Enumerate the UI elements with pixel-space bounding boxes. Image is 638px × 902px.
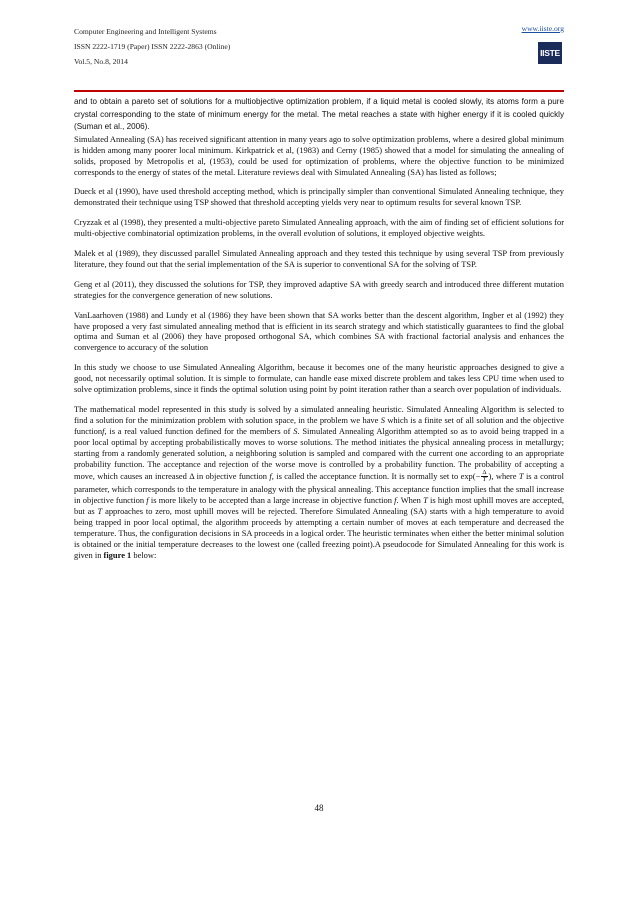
math-var: f xyxy=(102,426,105,437)
text-run: , is called the acceptance function. It is normally set to exp(− xyxy=(271,470,481,481)
issn-line: ISSN 2222-1719 (Paper) ISSN 2222-2863 (Online) xyxy=(74,42,231,51)
math-var: f xyxy=(269,470,272,481)
math-var: T xyxy=(518,470,524,481)
paragraph: Dueck et al (1990), have used threshold accepting method, which is principally simpler than conventional Simulated Annealing technique, they demonstrated their technique using TSP showed that threshold accepting yields very near to optimum results for several known TSP. xyxy=(74,185,564,207)
text-run: is high most uphill moves are accepted, but as xyxy=(74,494,565,516)
text-run: . When xyxy=(396,494,424,505)
paragraph: Malek et al (1989), they discussed parallel Simulated Annealing approach and they tested this technique by using several TSP from previously literature, they found out that the serial implementation of the SA is superior to conventional SA for the solving of TSP. xyxy=(74,247,564,269)
header-divider xyxy=(74,90,564,92)
paragraph: VanLaarhoven (1988) and Lundy et al (1986) they have been shown that SA works better than the descent algorithm, Ingber et al (1992) they have proposed a very fast simulated annealing method that is efficient in its search strategy and which statistically guarantees to find the global optima and Suman et al (2006) they have proposed orthogonal SA, which combines SA with fractional factorial analysis and enhances the convergence to accuracy of the solution xyxy=(74,309,564,353)
text-run: below: xyxy=(131,549,157,560)
text-run: is a control parameter, which corresponds to the temperature in analogy with the physical annealing. This acceptance function implies that the small increase in objective function xyxy=(74,470,564,505)
fraction xyxy=(481,470,487,484)
math-var: T xyxy=(97,505,103,516)
math-var: f xyxy=(146,494,149,505)
fraction-numerator: Δ xyxy=(482,468,487,476)
paragraph: Simulated Annealing (SA) has received significant attention in many years ago to solve optimization problems, where a desired global minimum is hidden among many poorer local minimum. Kirkpatrick et al, (1983) and Cerny (1985) showed that a model for simulating the annealing of solids, proposed by Metropolis et al, (1953), could be used for optimization of problems, where the objective function to be minimized corresponds to the energy of states of the metal. Literature reviews deal with Simulated Annealing (SA) has listed as follows; xyxy=(74,134,564,177)
body-text xyxy=(74,96,564,570)
page-header xyxy=(74,24,564,86)
journal-name: Computer Engineering and Intelligent Systems xyxy=(74,27,217,36)
text-run: is more likely to be accepted than a large increase in objective function xyxy=(148,494,395,505)
math-var: S xyxy=(293,426,298,437)
page-number: 48 xyxy=(314,803,324,813)
math-var: f xyxy=(394,494,397,505)
iiste-logo: IISTE xyxy=(538,42,562,64)
text-run: approaches to zero, most uphill moves will be rejected. Therefore Simulated Annealing (SA) starts with a high temperature to avoid being trapped in poor local optimal, the algorithm proceeds by attempting a certain number of moves at each temperature and decreased the temperature. Thus, the configuration decisions in SA proceeds in a logical order. The heuristic terminates when either the better minimal solution is obtained or the initial temperature decreases to the lowest one (called freezing point).A pseudocode for Simulated Annealing for this work is given in xyxy=(74,505,564,560)
math-var: T xyxy=(423,494,428,505)
text-run: , is a real valued function defined for the members of xyxy=(104,426,294,437)
paragraph: In this study we choose to use Simulated Annealing Algorithm, because it becomes one of the many heuristic approaches designed to give a good, not necessarily optimal solution. It is simple to formulate, can handle ease mixed discrete problem and takes less CPU time when used to solve optimization problems, since it finds the optimal solution using point by point iteration rather than a search over population of individuals. xyxy=(74,362,564,395)
paragraph-model xyxy=(74,404,564,560)
figure-reference: figure 1 xyxy=(103,549,132,560)
volume-line: Vol.5, No.8, 2014 xyxy=(74,57,128,66)
math-var: S xyxy=(380,415,385,426)
paragraph: Cryzzak et al (1998), they presented a multi-objective pareto Simulated Annealing approach, with the aim of finding set of efficient solutions for multi-objective combinatorial optimization problems, in the overall evolution of solutions, it employed objective weights. xyxy=(74,216,564,238)
text-run: . Simulated Annealing Algorithm attempted so as to avoid being trapped in a poor local optimal by accepting probabilistically moves to worse solutions. The method initiates the physical annealing process in metallurgy; starting from a randomly generated solution, a neighboring solution is sampled and compared with the current one according to an appropriate probability function. The acceptance and rejection of the worse move is controlled by a probability function. The probability of accepting a move, which causes an increased Δ in objective function xyxy=(74,426,564,481)
text-run: ), where xyxy=(488,470,519,481)
text-run: The mathematical model represented in this study is solved by a simulated annealing heuristic. Simulated Annealing Algorithm is selected to find a solution for the minimization problem with solution space, in the problem we have xyxy=(74,404,564,426)
journal-url-link[interactable]: www.iiste.org xyxy=(521,24,564,33)
text-run: which is a finite set of all solution and the objective function xyxy=(74,415,564,437)
paragraph: and to obtain a pareto set of solutions for a multiobjective optimization problem, if a liquid metal is cooled slowly, its atoms form a pure crystal corresponding to the state of minimum energy for the metal. The metal reaches a state with higher energy if it is cooled quickly (Suman et al., 2006). xyxy=(74,97,564,132)
paragraph: Geng et al (2011), they discussed the solutions for TSP, they improved adaptive SA with greedy search and introduced three different mutation strategies for the convergence generation of new solutions. xyxy=(74,278,564,300)
fraction-denominator: T xyxy=(482,476,487,484)
